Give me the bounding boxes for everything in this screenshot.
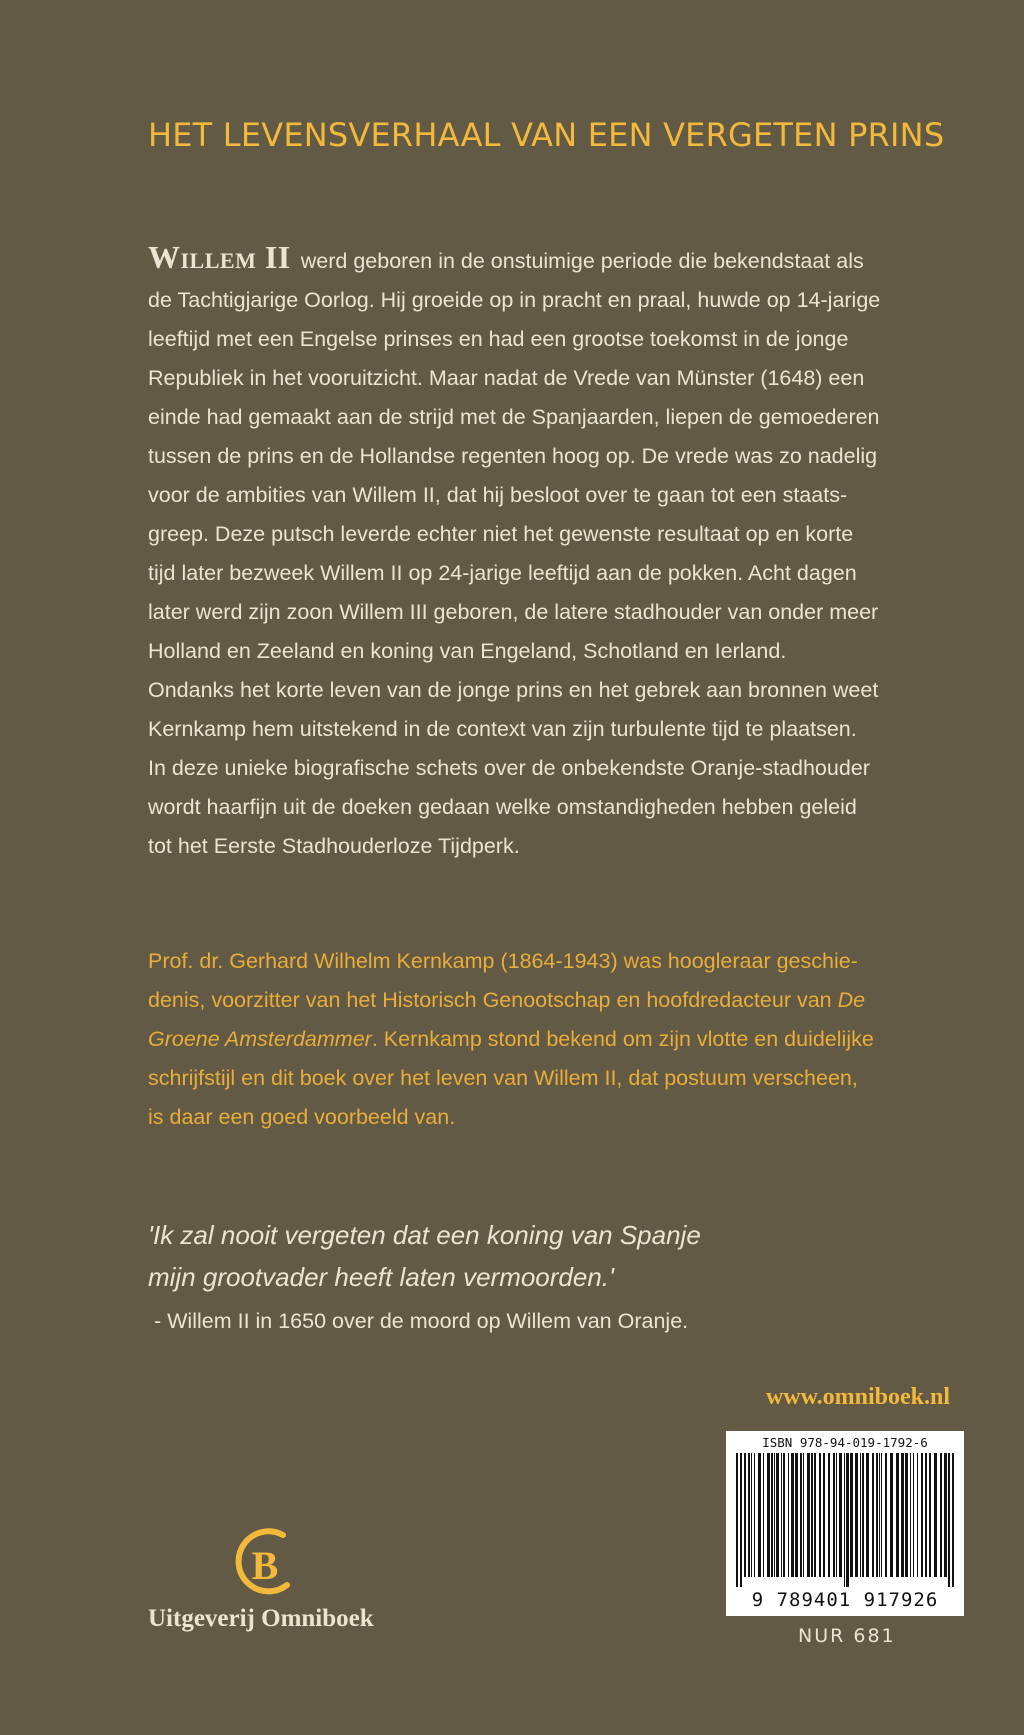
nur-code: NUR 681 xyxy=(798,1625,896,1647)
website-link[interactable]: www.omniboek.nl xyxy=(765,1384,950,1410)
author-line: Groene Amsterdammer. Kernkamp stond bekend om zijn vlotte en duidelijke xyxy=(148,1027,874,1051)
isbn-barcode xyxy=(726,1431,964,1616)
svg-text:B: B xyxy=(251,1543,279,1588)
blurb-line: Republiek in het vooruitzicht. Maar nadat de Vrede van Münster (1648) een xyxy=(148,366,865,390)
barcode-digits: 9 789401 917926 xyxy=(751,1589,939,1611)
blurb-line: leeftijd met een Engelse prinses en had een grootse toekomst in de jonge xyxy=(148,327,849,351)
blurb-first-line: Willem II werd geboren in de onstuimige periode die bekendstaat als xyxy=(148,239,864,275)
author-bio xyxy=(148,942,914,1137)
isbn-label: ISBN 978-94-019-1792-6 xyxy=(762,1435,928,1450)
blurb-line: tijd later bezweek Willem II op 24-jarige leeftijd aan de pokken. Acht dagen xyxy=(148,561,857,585)
blurb-line: Ondanks het korte leven van de jonge prins en het gebrek aan bronnen weet xyxy=(148,678,879,702)
publisher-name: Uitgeverij Omniboek xyxy=(148,1605,374,1632)
author-line: is daar een goed voorbeeld van. xyxy=(148,1105,456,1129)
blurb-line: de Tachtigjarige Oorlog. Hij groeide op in pracht en praal, huwde op 14-jarige xyxy=(148,288,881,312)
quote-attribution: - Willem II in 1650 over de moord op Willem van Oranje. xyxy=(154,1309,689,1333)
blurb-line: In deze unieke biografische schets over de onbekendste Oranje-stadhouder xyxy=(148,756,870,780)
blurb-line: wordt haarfijn uit de doeken gedaan welke omstandigheden hebben geleid xyxy=(148,795,857,819)
quote xyxy=(148,1214,914,1298)
quote-line: mijn grootvader heeft laten vermoorden.' xyxy=(148,1262,614,1292)
omniboek-logo-icon xyxy=(225,1525,305,1605)
quote-line: 'Ik zal nooit vergeten dat een koning van Spanje xyxy=(148,1220,701,1250)
barcode-icon xyxy=(734,1453,956,1587)
blurb-line: Holland en Zeeland en koning van Engeland, Schotland en Ierland. xyxy=(148,639,787,663)
magazine-title: Groene Amsterdammer xyxy=(148,1027,372,1051)
magazine-title: De xyxy=(837,988,866,1012)
blurb-line: greep. Deze putsch leverde echter niet het gewenste resultaat op en korte xyxy=(148,522,854,546)
book-blurb xyxy=(148,238,914,866)
blurb-line: later werd zijn zoon Willem III geboren, de latere stadhouder van onder meer xyxy=(148,600,879,624)
blurb-line: tussen de prins en de Hollandse regenten hoog op. De vrede was zo nadelig xyxy=(148,444,878,468)
blurb-line: einde had gemaakt aan de strijd met de Spanjaarden, liepen de gemoederen xyxy=(148,405,880,429)
blurb-line: voor de ambities van Willem II, dat hij besloot over te gaan tot een staats- xyxy=(148,483,848,507)
blurb-line: Kernkamp hem uitstekend in de context van zijn turbulente tijd te plaatsen. xyxy=(148,717,857,741)
author-line: denis, voorzitter van het Historisch Genootschap en hoofdredacteur van De xyxy=(148,988,866,1012)
blurb-name: Willem II xyxy=(148,239,291,275)
blurb-line: tot het Eerste Stadhouderloze Tijdperk. xyxy=(148,834,520,858)
author-line: Prof. dr. Gerhard Wilhelm Kernkamp (1864-1943) was hoogleraar geschie- xyxy=(148,949,858,973)
author-line: schrijfstijl en dit boek over het leven van Willem II, dat postuum verscheen, xyxy=(148,1066,858,1090)
cover-heading: HET LEVENSVERHAAL VAN EEN VERGETEN PRINS xyxy=(148,116,945,154)
